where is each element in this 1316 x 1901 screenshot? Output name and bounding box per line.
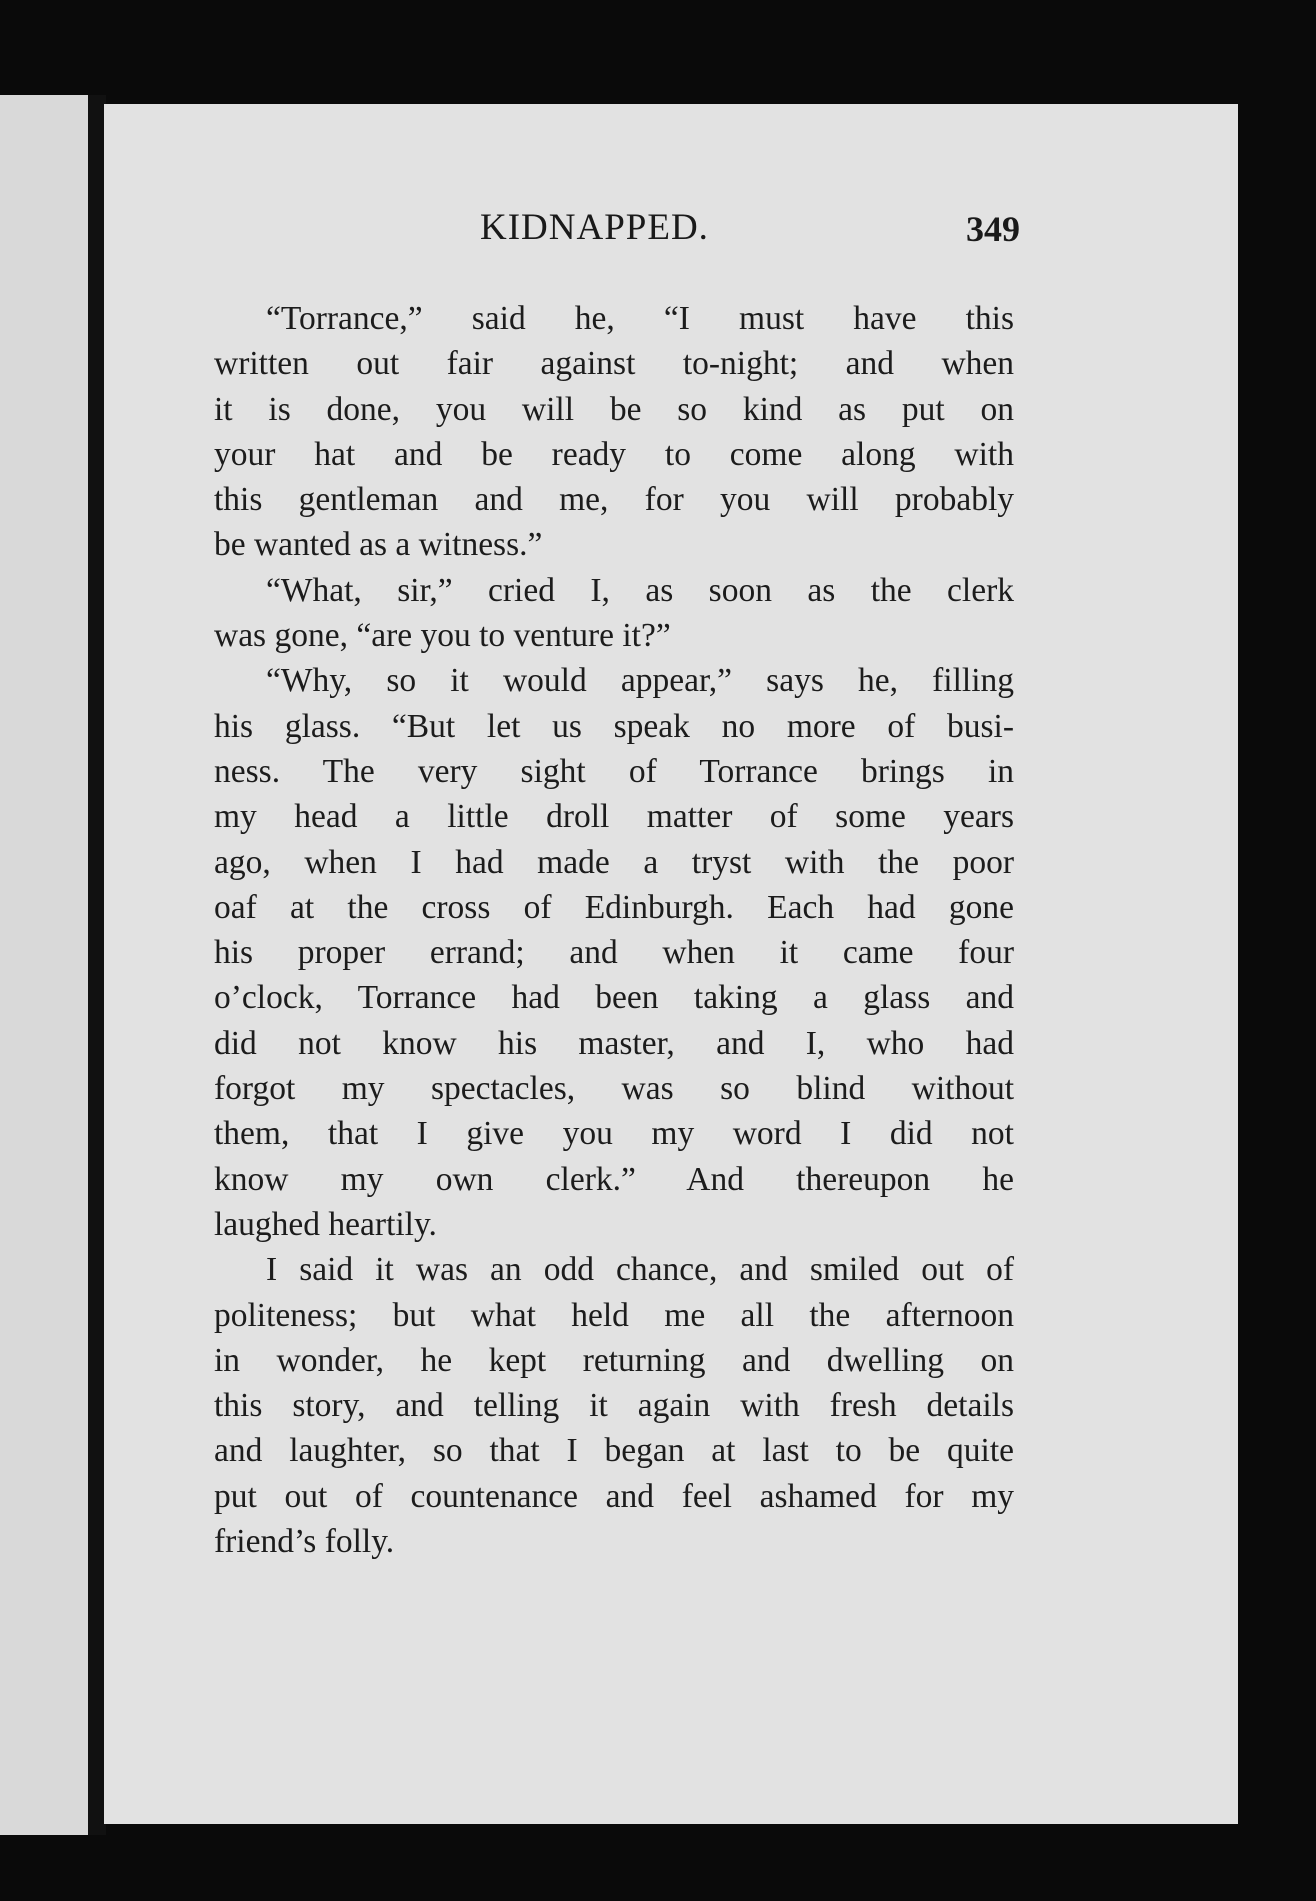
facing-page-edge	[0, 95, 96, 1835]
text-line: it is done, you will be so kind as put on	[214, 390, 1014, 428]
text-line: “Torrance,” said he, “I must have this	[266, 300, 1014, 337]
text-line: politeness; but what held me all the afternoon	[214, 1296, 1014, 1334]
text-line: “Why, so it would appear,” says he, filling	[266, 662, 1014, 700]
text-line: forgot my spectacles, was so blind without	[214, 1070, 1014, 1108]
text-line: I said it was an odd chance, and smiled out of	[266, 1251, 1014, 1289]
text-line: his glass. “But let us speak no more of busi-	[214, 707, 1014, 745]
text-line: this story, and telling it again with fresh details	[214, 1387, 1014, 1425]
text-line: his proper errand; and when it came four	[214, 934, 1014, 972]
text-line: your hat and be ready to come along with	[214, 435, 1014, 473]
text-line: ness. The very sight of Torrance brings in	[214, 752, 1014, 790]
text-line: this gentleman and me, for you will probably	[214, 481, 1014, 519]
text-line: was gone, “are you to venture it?”	[214, 617, 671, 655]
text-line: friend’s folly.	[214, 1523, 395, 1561]
text-line: and laughter, so that I began at last to be quite	[214, 1432, 1014, 1470]
book-page	[104, 104, 1238, 1824]
text-line: did not know his master, and I, who had	[214, 1024, 1014, 1062]
text-line: oaf at the cross of Edinburgh. Each had gone	[214, 888, 1014, 926]
text-line: my head a little droll matter of some years	[214, 798, 1014, 836]
text-line: laughed heartily.	[214, 1205, 437, 1243]
running-head	[104, 206, 1238, 276]
text-line: written out fair against to-night; and when	[214, 345, 1014, 383]
text-line: put out of countenance and feel ashamed for my	[214, 1477, 1014, 1515]
body-text	[214, 296, 1014, 1564]
text-line: in wonder, he kept returning and dwelling on	[214, 1341, 1014, 1379]
text-line: be wanted as a witness.”	[214, 526, 543, 564]
page-number: 349	[966, 209, 1020, 249]
text-line: ago, when I had made a tryst with the poor	[214, 843, 1014, 881]
running-title: KIDNAPPED.	[480, 207, 709, 248]
text-line: o’clock, Torrance had been taking a glass and	[214, 979, 1014, 1017]
text-line: them, that I give you my word I did not	[214, 1115, 1014, 1153]
text-line: know my own clerk.” And thereupon he	[214, 1160, 1014, 1198]
text-line: “What, sir,” cried I, as soon as the clerk	[266, 571, 1014, 609]
